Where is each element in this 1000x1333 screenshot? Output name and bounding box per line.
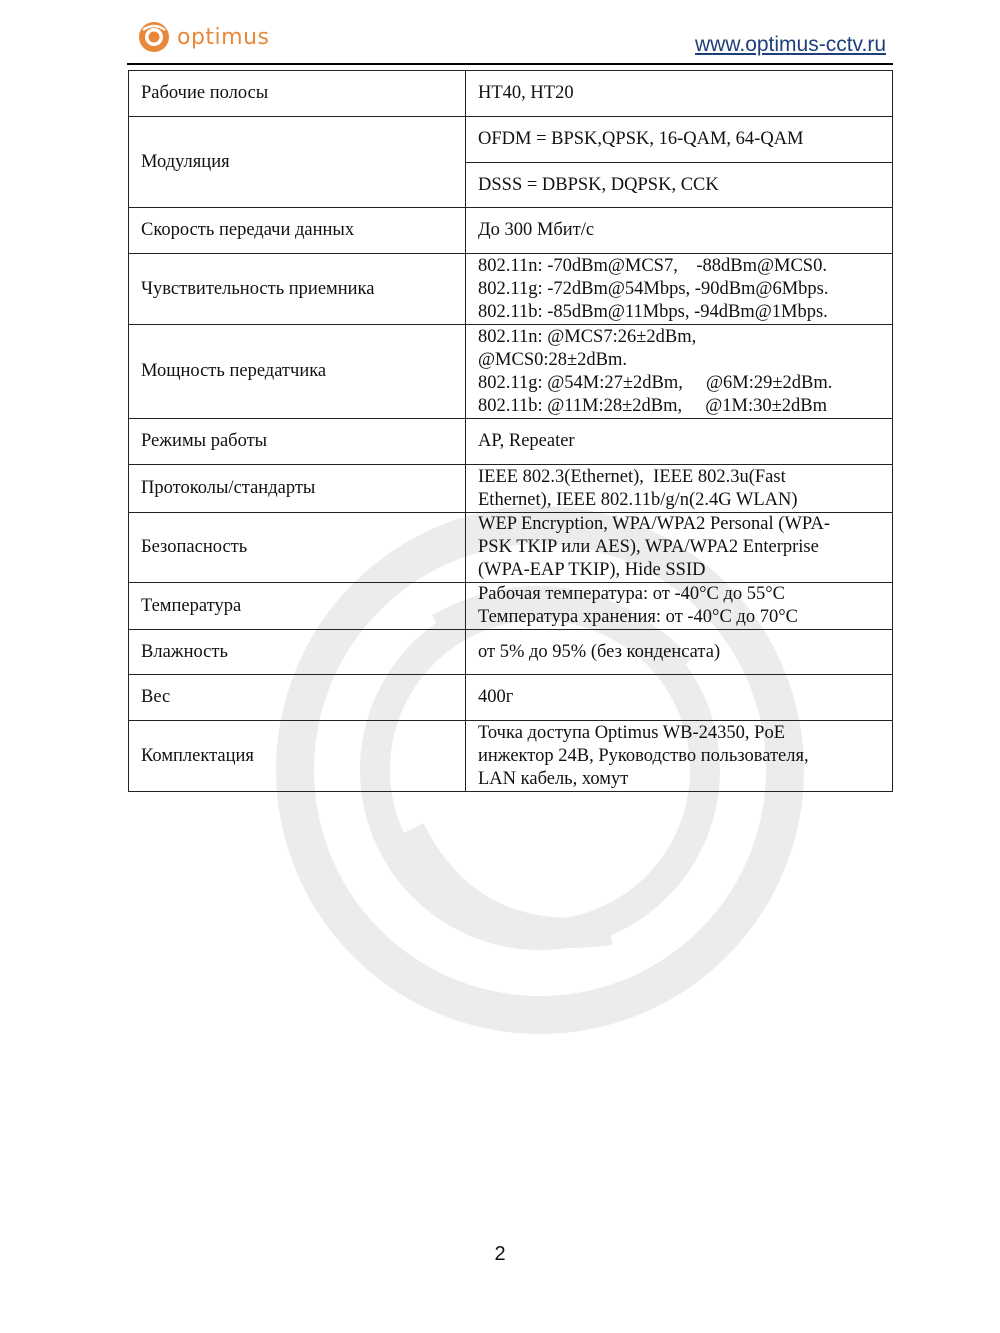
value-line: 802.11b: @11M:28±2dBm, @1M:30±2dBm bbox=[478, 395, 828, 416]
spec-table bbox=[128, 70, 893, 792]
value-line: 802.11n: @MCS7:26±2dBm, bbox=[478, 326, 697, 347]
value-cell bbox=[466, 721, 893, 792]
value-cell bbox=[466, 465, 893, 513]
param-cell: Режимы работы bbox=[129, 419, 466, 465]
value-cell: До 300 Мбит/с bbox=[466, 208, 893, 254]
value-line: Рабочая температура: от -40°C до 55°C bbox=[478, 584, 786, 604]
value-cell bbox=[466, 513, 893, 583]
table-row bbox=[129, 675, 893, 721]
value-cell: DSSS = DBPSK, DQPSK, CCK bbox=[466, 163, 893, 208]
param-cell: Протоколы/стандарты bbox=[129, 465, 466, 513]
table-row bbox=[129, 208, 893, 254]
value-line: WEP Encryption, WPA/WPA2 Personal (WPA- bbox=[478, 514, 831, 534]
value-line: 802.11n: -70dBm@MCS7, -88dBm@MCS0. bbox=[478, 255, 827, 276]
param-cell: Скорость передачи данных bbox=[129, 208, 466, 254]
value-cell bbox=[466, 583, 893, 630]
value-line: Точка доступа Optimus WB-24350, PoE bbox=[478, 722, 786, 743]
value-line: Ethernet), IEEE 802.11b/g/n(2.4G WLAN) bbox=[478, 489, 798, 510]
value-line: LAN кабель, хомут bbox=[478, 768, 629, 789]
value-line: @MCS0:28±2dBm. bbox=[478, 349, 628, 370]
table-row bbox=[129, 583, 893, 630]
table-row bbox=[129, 419, 893, 465]
value-line: PSK TKIP или AES), WPA/WPA2 Enterprise bbox=[478, 537, 819, 557]
param-cell: Модуляция bbox=[129, 117, 466, 208]
table-row bbox=[129, 465, 893, 513]
table-row bbox=[129, 721, 893, 792]
table-row bbox=[129, 325, 893, 419]
optimus-logo-icon bbox=[137, 20, 171, 54]
value-cell: AP, Repeater bbox=[466, 419, 893, 465]
website-link[interactable]: www.optimus-cctv.ru bbox=[695, 33, 886, 56]
value-line: Температура хранения: от -40°C до 70°C bbox=[478, 607, 798, 627]
value-cell: HT40, HT20 bbox=[466, 71, 893, 117]
brand-logo[interactable] bbox=[137, 20, 270, 54]
table-row bbox=[129, 117, 893, 163]
value-line: 802.11g: -72dBm@54Mbps, -90dBm@6Mbps. bbox=[478, 278, 829, 299]
param-cell: Безопасность bbox=[129, 513, 466, 583]
value-line: 802.11b: -85dBm@11Mbps, -94dBm@1Mbps. bbox=[478, 301, 828, 322]
table-row bbox=[129, 254, 893, 325]
table-row bbox=[129, 630, 893, 675]
page-number: 2 bbox=[494, 1243, 506, 1265]
param-cell: Чувствительность приемника bbox=[129, 254, 466, 325]
param-cell: Рабочие полосы bbox=[129, 71, 466, 117]
value-cell bbox=[466, 254, 893, 325]
table-row bbox=[129, 513, 893, 583]
value-cell bbox=[466, 325, 893, 419]
value-line: IEEE 802.3(Ethernet), IEEE 802.3u(Fast bbox=[478, 466, 786, 487]
brand-name: optimus bbox=[177, 24, 270, 50]
param-cell: Температура bbox=[129, 583, 466, 630]
header-divider bbox=[127, 63, 893, 65]
value-cell: OFDM = BPSK,QPSK, 16-QAM, 64-QAM bbox=[466, 117, 893, 163]
value-cell: от 5% до 95% (без конденсата) bbox=[466, 630, 893, 675]
value-line: 802.11g: @54M:27±2dBm, @6M:29±2dBm. bbox=[478, 372, 833, 393]
param-cell: Вес bbox=[129, 675, 466, 721]
param-cell: Влажность bbox=[129, 630, 466, 675]
value-cell: 400г bbox=[466, 675, 893, 721]
value-line: (WPA-EAP TKIP), Hide SSID bbox=[478, 560, 706, 580]
value-line: инжектор 24В, Руководство пользователя, bbox=[478, 745, 809, 766]
param-cell: Мощность передатчика bbox=[129, 325, 466, 419]
param-cell: Комплектация bbox=[129, 721, 466, 792]
page-header bbox=[0, 0, 1000, 70]
table-row bbox=[129, 71, 893, 117]
